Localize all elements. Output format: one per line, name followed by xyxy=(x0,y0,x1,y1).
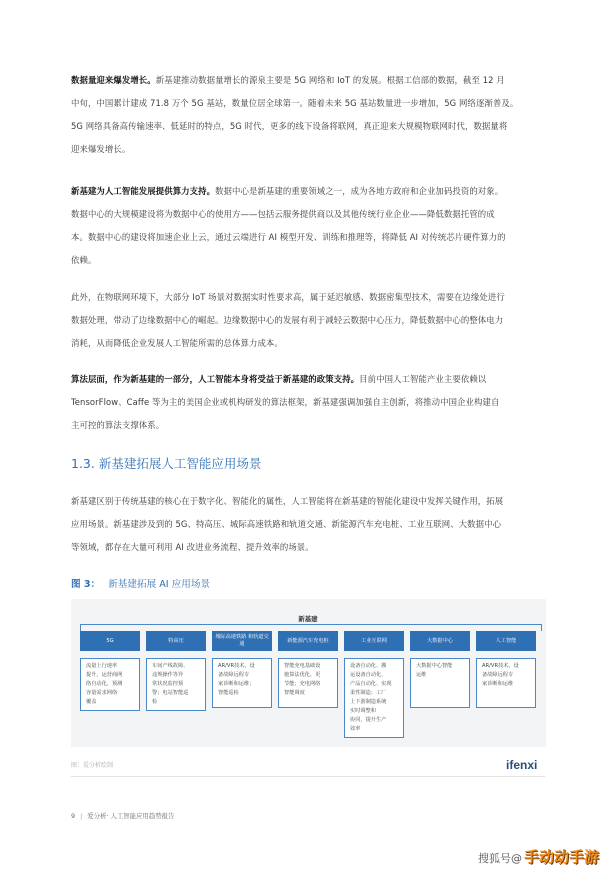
column-head: 大数据中心 xyxy=(410,631,470,651)
figure-source: 图：爱分析绘制 xyxy=(71,762,114,769)
figure-title: 新基建拓展 AI 应用场景 xyxy=(108,579,211,590)
footer-divider xyxy=(71,776,545,777)
column-body: 智能充电基础设 施算法优化，更 节能；充电网络 智能调度 xyxy=(278,658,338,708)
paragraph-text: 此外，在物联网环境下，大部分 IoT 场景对数据实时性要求高，属于延迟敏感、数据密集型技术，需要在边缘处进行 数据处理，带动了边缘数据中心的崛起。边缘数据中心的发展有利于减轻云数据中心压力，降低数据中心的整体电力 消耗，从而降低企业发展人工智能所需的总体算力成本。 xyxy=(71,292,505,348)
figure-caption xyxy=(71,576,210,590)
column-body: 流量上行速率 提升，运营商网 络自动化，预测 容量需求网络 覆盖 xyxy=(80,658,140,711)
paragraph-text: 新基建推动数据量增长的源泉主要是 5G 网络和 IoT 的发展。根据工信部的数据，截至 12 月 中旬，中国累计建成 71.8 万个 5G 基站，数量位居全球第一。随着未来 5G 基站数量进一步增加，5G 网络逐渐普及。 5G 网络具备高传输速率、低延时的特点，5G 时代，更多的线下设备将联网，真正迎来大规模物联网时代，数据量将 迎来爆发增长。 xyxy=(71,75,519,154)
column-head: 新能源汽车充电桩 xyxy=(278,631,338,651)
column-body: 大数据中心智能 运维 xyxy=(410,658,470,708)
column-head: 工业互联网 xyxy=(344,631,404,651)
paragraph-text: 目前中国人工智能产业主要依赖以 TensorFlow、Caffe 等为主的美国企业或机构研发的算法框架，新基建强调加强自主创新，将推动中国企业构建自 主可控的算法支撑体系。 xyxy=(71,374,500,430)
footer-brand: 爱分析 xyxy=(87,812,107,820)
column-head: 5G xyxy=(80,631,140,651)
column-body: 设备自动化、搬 运设备自动化、 产品自动化、实现 柔性制造；工厂 上下游制造系统 实时调整和 协同，提升生产 效率 xyxy=(344,658,404,738)
paragraph-edge-computing xyxy=(71,286,551,355)
footer-separator: | xyxy=(80,812,83,820)
section-title: 1.3. 新基建拓展人工智能应用场景 xyxy=(71,456,262,471)
figure-column-ev-charging xyxy=(278,631,338,708)
watermark-prefix: 搜狐号@ xyxy=(478,852,522,865)
column-head: 人工智能 xyxy=(476,631,536,651)
column-head: 城际高速铁路 和轨道交通 xyxy=(212,631,272,651)
page-number: 9 xyxy=(71,812,76,820)
ifenxi-logo: ifenxi xyxy=(506,758,538,772)
watermark-text: 手动动手游 xyxy=(524,848,600,866)
paragraph-lead: 新基建为人工智能发展提供算力支持。 xyxy=(71,186,216,196)
watermark xyxy=(478,846,599,867)
page-footer xyxy=(71,811,174,820)
figure-column-ai xyxy=(476,631,536,708)
column-head: 特高压 xyxy=(146,631,206,651)
figure-number: 图 3： xyxy=(71,579,101,590)
figure-bracket xyxy=(80,624,542,631)
footer-report-title: · 人工智能应用趋势报告 xyxy=(106,812,175,820)
figure-column-rail xyxy=(212,631,272,708)
section-paragraph: 新基建区别于传统基建的核心在于数字化、智能化的属性，人工智能将在新基建的智能化建设中发挥关键作用，拓展 应用场景。新基建涉及到的 5G、特高压、城际高速铁路和轨道交通、新能源汽车充电桩、工业互联网、大数据中心 等领域，都存在大量可利用 AI 改进业务流程、提升效率的场景。 xyxy=(71,496,504,552)
paragraph-compute-support xyxy=(71,180,551,272)
figure-column-data-center xyxy=(410,631,470,708)
column-body: AR/VR技术，设 备故障远程专 家诊断和运维 xyxy=(476,658,536,708)
paragraph-algorithm xyxy=(71,368,551,437)
column-body: AR/VR技术，设 备故障远程专 家诊断和运维； 智能巡检 xyxy=(212,658,272,708)
figure-header: 新基建 xyxy=(298,615,318,623)
figure-column-uhv xyxy=(146,631,206,711)
paragraph-data-growth xyxy=(71,69,551,161)
paragraph-text: 数据中心是新基建的重要领域之一，成为各地方政府和企业加码投资的对象。 数据中心的大规模建设将为数据中心的使用方——包括云服务提供商以及其他传统行业企业——降低数据托管的成 本。数据中心的建设将加速企业上云，通过云端进行 AI 模型开发、训练和推理等，将降低 AI 对传统芯片硬件算力的 依赖。 xyxy=(71,186,506,265)
figure-column-5g xyxy=(80,631,140,711)
paragraph-lead: 数据量迎来爆发增长。 xyxy=(71,75,156,85)
figure-column-industrial-internet xyxy=(344,631,404,738)
column-body: 车间产线故障、 违规操作等异 常状况监控预 警；电站智能巡 检 xyxy=(146,658,206,711)
paragraph-lead: 算法层面，作为新基建的一部分，人工智能本身将受益于新基建的政策支持。 xyxy=(71,374,360,384)
